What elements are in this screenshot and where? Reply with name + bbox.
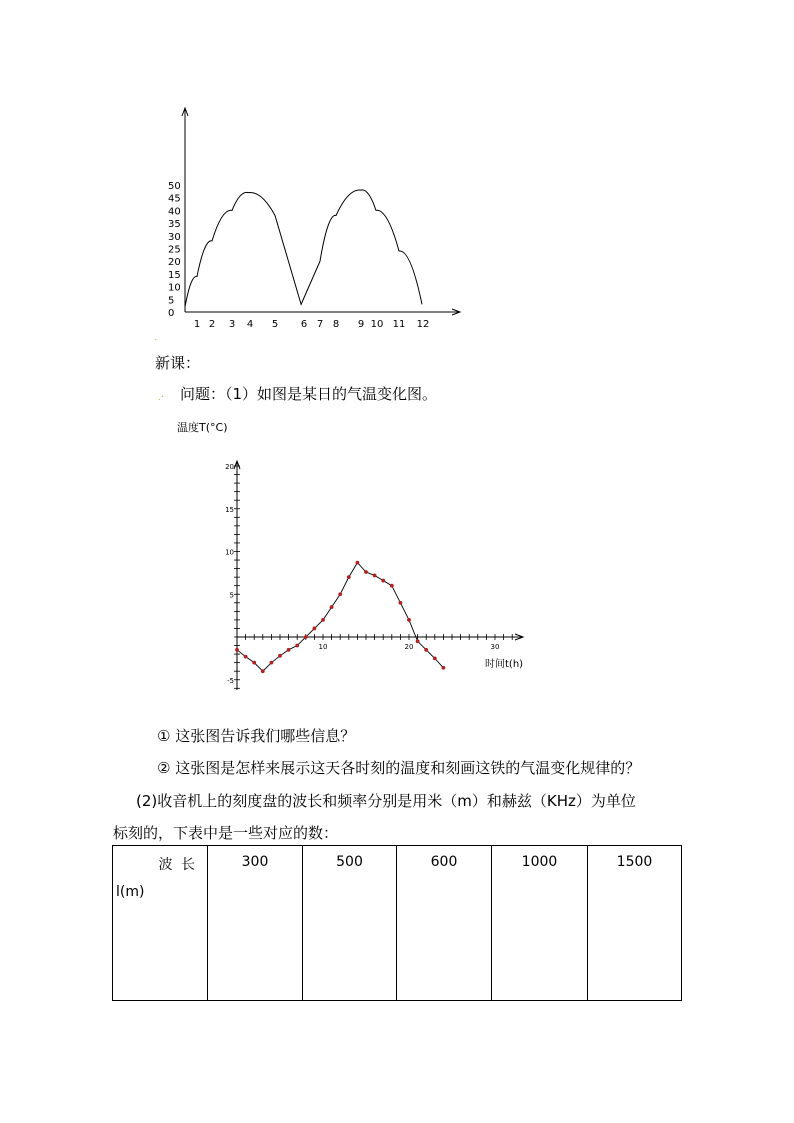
x-tick-label: 10 bbox=[318, 643, 328, 651]
y-tick-label: 20 bbox=[225, 463, 234, 471]
question-2-line-2: 标刻的，下表中是一些对应的数： bbox=[113, 824, 339, 842]
wavelength-table bbox=[112, 845, 682, 1001]
data-point bbox=[313, 627, 317, 631]
data-point bbox=[304, 635, 308, 639]
data-point bbox=[373, 574, 377, 578]
cell-value: 300 bbox=[241, 854, 269, 870]
x-tick-label: 6 bbox=[300, 319, 308, 330]
question-1: 问题：（1）如图是某日的气温变化图。 bbox=[180, 385, 438, 403]
cell-value: 1000 bbox=[521, 854, 558, 870]
cell-value: 600 bbox=[430, 854, 458, 870]
table-cell bbox=[303, 846, 397, 1001]
data-point bbox=[295, 644, 299, 648]
y-tick-label: 45 bbox=[168, 193, 181, 205]
y-tick-label: 30 bbox=[168, 231, 181, 243]
chart-2-title: 温度T(°C) bbox=[177, 421, 228, 434]
data-point bbox=[424, 648, 428, 652]
data-point bbox=[338, 592, 342, 596]
x-tick-label: 11 bbox=[392, 319, 406, 330]
series-line-temperature bbox=[237, 563, 443, 672]
table-header-cell bbox=[113, 846, 208, 1001]
data-point bbox=[356, 561, 360, 565]
y-tick-label: 10 bbox=[225, 548, 234, 557]
x-tick-label: 7 bbox=[316, 319, 324, 330]
data-point bbox=[330, 605, 334, 609]
data-point bbox=[364, 570, 368, 574]
x-tick-label: 20 bbox=[404, 643, 414, 651]
cell-value: 500 bbox=[336, 854, 363, 870]
x-tick-label: 5 bbox=[271, 319, 279, 330]
x-tick-label: 9 bbox=[357, 319, 365, 330]
data-point bbox=[381, 579, 385, 583]
header-line-1: 波 长 bbox=[158, 857, 197, 873]
x-tick-label: 2 bbox=[208, 319, 216, 330]
data-point bbox=[321, 618, 325, 622]
y-tick-label: 5 bbox=[168, 295, 175, 307]
x-tick-label: 10 bbox=[370, 319, 384, 330]
y-tick-label: 40 bbox=[168, 206, 181, 218]
y-tick-label: 50 bbox=[168, 181, 181, 192]
table-row bbox=[113, 846, 682, 1001]
x-tick-label: 3 bbox=[228, 319, 236, 330]
chart-2-xaxis-label: 时间t(h) bbox=[485, 659, 524, 670]
x-tick-label: 12 bbox=[416, 319, 430, 330]
x-tick-label: 1 bbox=[193, 319, 201, 330]
y-tick-label: 15 bbox=[168, 269, 181, 281]
table-cell bbox=[492, 846, 588, 1001]
small-dot-2: . bbox=[161, 390, 164, 400]
y-tick-label: 20 bbox=[168, 257, 181, 269]
cell-value: 1500 bbox=[616, 854, 653, 870]
data-point bbox=[244, 655, 248, 659]
question-1-item-2: ② 这张图是怎样来展示这天各时刻的温度和刻画这铁的气温变化规律的？ bbox=[157, 759, 641, 777]
small-dot-3: . bbox=[158, 393, 161, 402]
data-point bbox=[390, 584, 394, 588]
x-tick-label: 4 bbox=[246, 319, 254, 330]
y-tick-label: 5 bbox=[229, 591, 234, 600]
question-2-line-1: (2)收音机上的刻度盘的波长和频率分别是用米（m）和赫兹（KHz）为单位 bbox=[136, 792, 636, 810]
y-tick-label: 35 bbox=[168, 219, 181, 231]
xinke-label: 新课： bbox=[155, 354, 201, 372]
data-point bbox=[261, 669, 265, 673]
data-point bbox=[235, 648, 239, 652]
data-point bbox=[252, 661, 256, 665]
header-line-2: l(m) bbox=[116, 884, 145, 900]
small-dot-1: . bbox=[154, 333, 157, 342]
x-tick-label: 8 bbox=[332, 319, 340, 330]
data-point bbox=[416, 639, 420, 643]
question-1-item-1: ① 这张图告诉我们哪些信息？ bbox=[157, 727, 356, 745]
data-point bbox=[433, 656, 437, 660]
y-tick-label: 10 bbox=[168, 282, 181, 294]
data-point bbox=[287, 648, 291, 652]
data-point bbox=[407, 618, 411, 622]
table-cell bbox=[208, 846, 303, 1001]
data-point bbox=[399, 601, 403, 605]
table-cell bbox=[397, 846, 492, 1001]
y-tick-label: 25 bbox=[168, 244, 181, 256]
data-point bbox=[347, 575, 351, 579]
y-tick-label: 0 bbox=[168, 308, 175, 319]
data-point bbox=[270, 661, 274, 665]
data-point bbox=[278, 654, 282, 658]
x-tick-label: 30 bbox=[490, 643, 500, 651]
y-tick-label: -5 bbox=[227, 676, 234, 685]
y-tick-label: 15 bbox=[225, 505, 234, 514]
table-cell bbox=[588, 846, 682, 1001]
data-point bbox=[442, 666, 446, 670]
